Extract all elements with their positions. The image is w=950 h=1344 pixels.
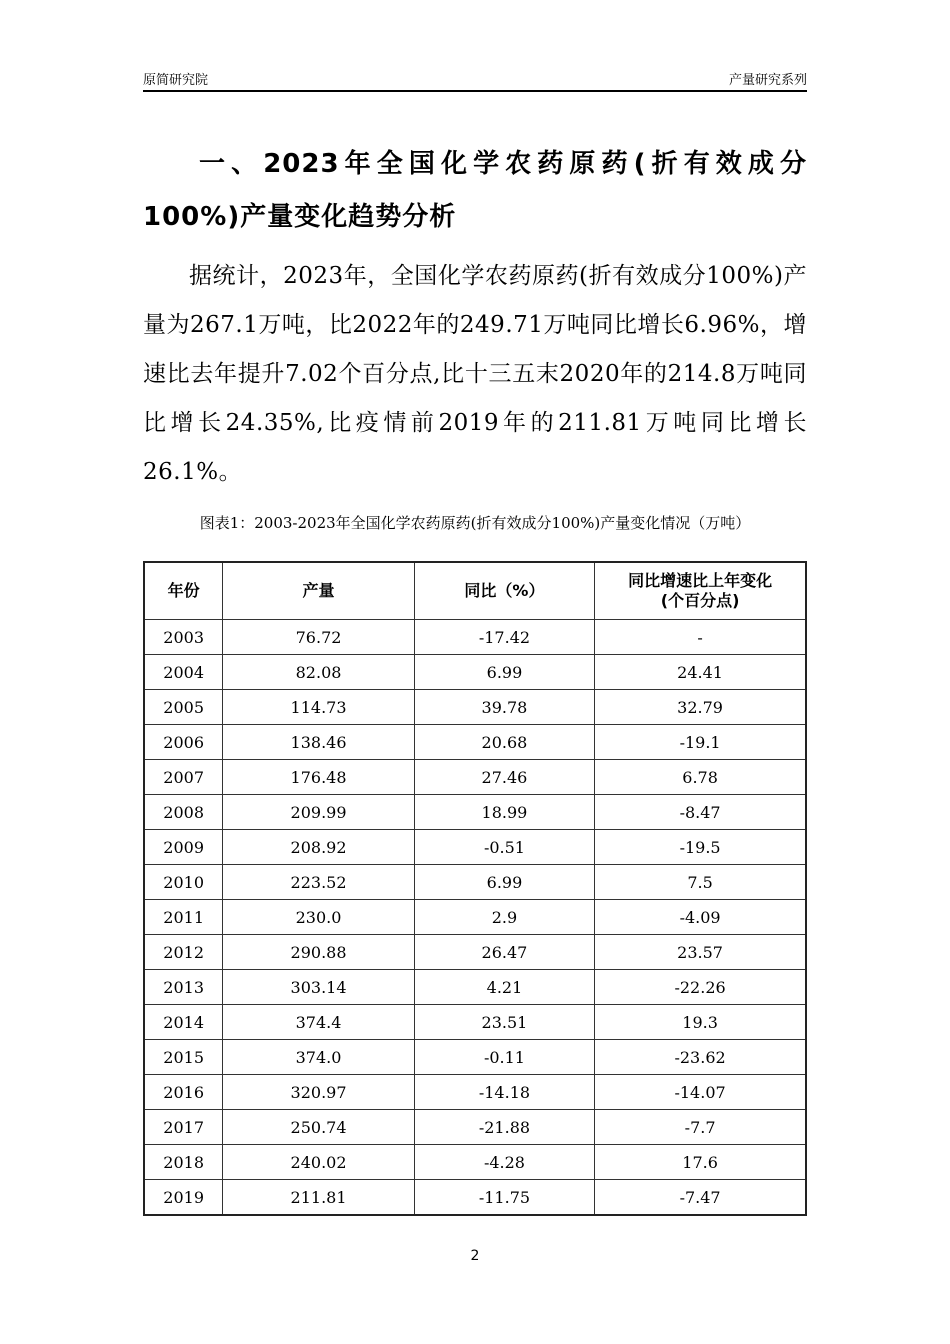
cell-output: 240.02 (223, 1145, 414, 1180)
cell-year: 2014 (144, 1005, 223, 1040)
cell-output: 250.74 (223, 1110, 414, 1145)
cell-change: -7.7 (595, 1110, 806, 1145)
cell-yoy: 2.9 (414, 900, 594, 935)
cell-year: 2019 (144, 1180, 223, 1216)
cell-output: 76.72 (223, 620, 414, 655)
cell-yoy: -0.11 (414, 1040, 594, 1075)
cell-change: 6.78 (595, 760, 806, 795)
cell-year: 2013 (144, 970, 223, 1005)
cell-output: 303.14 (223, 970, 414, 1005)
table-row (144, 690, 806, 725)
cell-year: 2008 (144, 795, 223, 830)
cell-output: 374.4 (223, 1005, 414, 1040)
cell-year: 2005 (144, 690, 223, 725)
cell-change: -7.47 (595, 1180, 806, 1216)
table-row (144, 1005, 806, 1040)
cell-year: 2017 (144, 1110, 223, 1145)
page-number: 2 (470, 1248, 480, 1264)
table-row (144, 725, 806, 760)
cell-change: -19.1 (595, 725, 806, 760)
cell-output: 230.0 (223, 900, 414, 935)
cell-yoy: -4.28 (414, 1145, 594, 1180)
cell-output: 114.73 (223, 690, 414, 725)
header-change-line1: 同比增速比上年变化 (628, 571, 773, 590)
cell-change: -19.5 (595, 830, 806, 865)
cell-change: 7.5 (595, 865, 806, 900)
table-row (144, 760, 806, 795)
cell-yoy: 20.68 (414, 725, 594, 760)
cell-year: 2016 (144, 1075, 223, 1110)
cell-year: 2004 (144, 655, 223, 690)
cell-output: 374.0 (223, 1040, 414, 1075)
cell-yoy: 39.78 (414, 690, 594, 725)
cell-yoy: 6.99 (414, 865, 594, 900)
cell-year: 2018 (144, 1145, 223, 1180)
cell-output: 223.52 (223, 865, 414, 900)
cell-year: 2006 (144, 725, 223, 760)
header-output: 产量 (223, 562, 414, 620)
cell-output: 82.08 (223, 655, 414, 690)
cell-change: 19.3 (595, 1005, 806, 1040)
header-change-line2: (个百分点) (660, 591, 740, 610)
cell-yoy: 4.21 (414, 970, 594, 1005)
cell-year: 2011 (144, 900, 223, 935)
cell-output: 176.48 (223, 760, 414, 795)
header-change (595, 562, 806, 620)
table-header-row (144, 562, 806, 620)
production-table (143, 561, 807, 1216)
table-row (144, 900, 806, 935)
cell-yoy: 6.99 (414, 655, 594, 690)
cell-change: - (595, 620, 806, 655)
cell-yoy: -17.42 (414, 620, 594, 655)
table-row (144, 935, 806, 970)
cell-yoy: 18.99 (414, 795, 594, 830)
cell-change: -14.07 (595, 1075, 806, 1110)
table-row (144, 1040, 806, 1075)
cell-change: -4.09 (595, 900, 806, 935)
cell-change: 23.57 (595, 935, 806, 970)
cell-yoy: -14.18 (414, 1075, 594, 1110)
cell-year: 2015 (144, 1040, 223, 1075)
page-header (143, 68, 807, 92)
cell-year: 2003 (144, 620, 223, 655)
table-row (144, 1075, 806, 1110)
header-year: 年份 (144, 562, 223, 620)
cell-yoy: -21.88 (414, 1110, 594, 1145)
cell-output: 208.92 (223, 830, 414, 865)
cell-output: 211.81 (223, 1180, 414, 1216)
cell-output: 290.88 (223, 935, 414, 970)
cell-year: 2010 (144, 865, 223, 900)
cell-yoy: -0.51 (414, 830, 594, 865)
header-series-name: 产量研究系列 (728, 73, 807, 88)
cell-change: -22.26 (595, 970, 806, 1005)
table-row (144, 655, 806, 690)
summary-paragraph: 据统计，2023年，全国化学农药原药(折有效成分100%)产量为267.1万吨，比2022年的249.71万吨同比增长6.96%，增速比去年提升7.02个百分点,比十三五末2020年的214.8万吨同比增长24.35%,比疫情前2019年的211.81万吨同比增长26.1%。 (143, 263, 807, 485)
cell-yoy: -11.75 (414, 1180, 594, 1216)
table-caption: 图表1：2003-2023年全国化学农药原药(折有效成分100%)产量变化情况（万吨） (199, 514, 751, 532)
cell-change: 32.79 (595, 690, 806, 725)
table-row (144, 795, 806, 830)
header-org-name: 原简研究院 (143, 73, 209, 88)
cell-output: 138.46 (223, 725, 414, 760)
cell-change: -8.47 (595, 795, 806, 830)
cell-year: 2009 (144, 830, 223, 865)
cell-change: 17.6 (595, 1145, 806, 1180)
cell-year: 2007 (144, 760, 223, 795)
cell-output: 209.99 (223, 795, 414, 830)
cell-output: 320.97 (223, 1075, 414, 1110)
cell-year: 2012 (144, 935, 223, 970)
cell-yoy: 23.51 (414, 1005, 594, 1040)
cell-yoy: 26.47 (414, 935, 594, 970)
table-row (144, 1145, 806, 1180)
header-yoy: 同比（%） (414, 562, 594, 620)
cell-change: 24.41 (595, 655, 806, 690)
cell-yoy: 27.46 (414, 760, 594, 795)
table-row (144, 620, 806, 655)
table-row (144, 830, 806, 865)
section-heading: 一、2023年全国化学农药原药(折有效成分100%)产量变化趋势分析 (143, 149, 807, 232)
table-row (144, 865, 806, 900)
table-row (144, 970, 806, 1005)
table-row (144, 1110, 806, 1145)
cell-change: -23.62 (595, 1040, 806, 1075)
table-row (144, 1180, 806, 1216)
